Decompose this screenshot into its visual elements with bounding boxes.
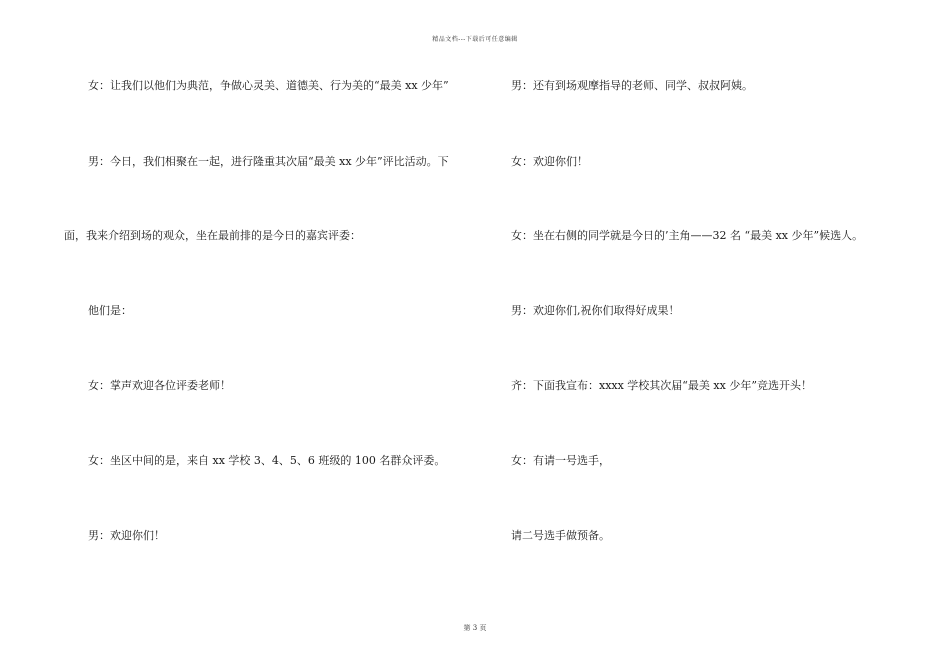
paragraph-line: 请二号选手做预备。 [511, 529, 610, 542]
paragraph-line: 女：有请一号选手， [511, 454, 610, 467]
paragraph-line: 女：掌声欢迎各位评委老师！ [88, 379, 231, 392]
paragraph-line: 面，我来介绍到场的观众，坐在最前排的是今日的嘉宾评委： [64, 229, 361, 242]
page-number: 第 3 页 [463, 624, 487, 632]
paragraph-line: 男：欢迎你们！ [88, 529, 165, 542]
paragraph-line: 男：欢迎你们,祝你们取得好成果！ [511, 304, 680, 317]
paragraph-line: 女：坐区中间的是，来自 xx 学校 3、4、5、6 班级的 100 名群众评委。 [88, 454, 446, 467]
paragraph-line: 女：坐在右侧的同学就是今日的’主角——32 名 “最美 xx 少年”候选人。 [511, 229, 864, 242]
page-header: 精品文档---下载后可任意编辑 [432, 36, 518, 43]
paragraph-line: 男：今日，我们相聚在一起，进行隆重其次届“最美 xx 少年”评比活动。下 [88, 155, 449, 168]
paragraph-line: 女：让我们以他们为典范，争做心灵美、道德美、行为美的“最美 xx 少年” [88, 79, 449, 92]
paragraph-line: 女：欢迎你们！ [511, 155, 588, 168]
paragraph-line: 他们是： [88, 304, 132, 317]
paragraph-line: 齐：下面我宣布：xxxx 学校其次届“最美 xx 少年”竞选开头！ [511, 379, 812, 392]
paragraph-line: 男：还有到场观摩指导的老师、同学、叔叔阿姨。 [511, 79, 753, 92]
